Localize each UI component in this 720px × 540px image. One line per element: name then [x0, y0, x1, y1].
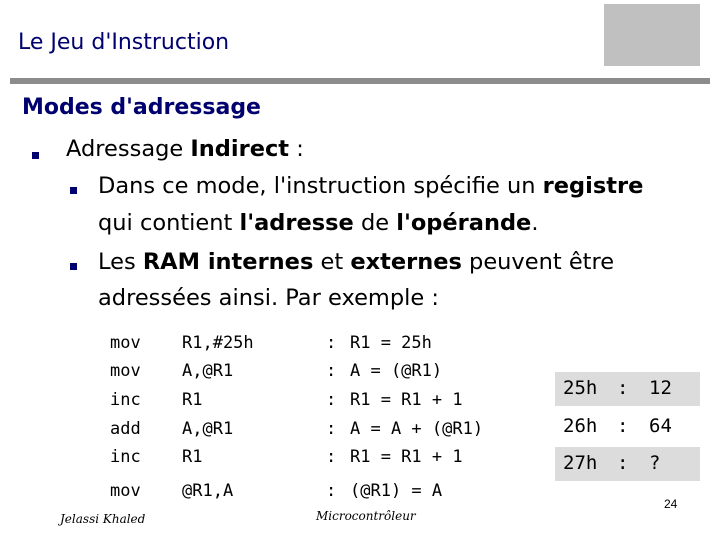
- bullet-adressage-indirect: [66, 136, 304, 162]
- memory-cell: [555, 410, 700, 444]
- text-segment: :: [289, 136, 304, 162]
- memory-value: ?: [649, 452, 661, 474]
- memory-sep: :: [617, 377, 629, 399]
- code-op: mov: [110, 333, 141, 353]
- code-op: mov: [110, 361, 141, 381]
- bold-text: RAM internes: [142, 249, 314, 275]
- text-segment: .: [531, 210, 539, 236]
- memory-address: 26h: [563, 415, 598, 437]
- code-comment: A = A + (@R1): [350, 419, 484, 439]
- text-segment: qui contient: [98, 210, 240, 236]
- code-sep: :: [326, 419, 337, 439]
- code-comment: A = (@R1): [350, 361, 443, 381]
- slide-title: Le Jeu d'Instruction: [18, 30, 230, 55]
- page-number: 24: [664, 497, 678, 511]
- bold-text: l'opérande: [396, 210, 532, 236]
- text-segment: Dans ce mode, l'instruction spécifie un: [98, 173, 543, 199]
- memory-sep: :: [617, 415, 629, 437]
- code-op: mov: [110, 481, 141, 501]
- footer-course: Microcontrôleur: [316, 509, 416, 523]
- bold-text: registre: [542, 173, 644, 199]
- code-args: R1: [182, 390, 203, 410]
- sub-bullet-ram-line1: [98, 249, 614, 275]
- bullet-icon: [32, 152, 39, 159]
- text-segment: Adressage: [66, 136, 191, 162]
- memory-cell: [555, 447, 700, 481]
- text-segment: de: [353, 210, 397, 236]
- code-op: inc: [110, 390, 141, 410]
- bullet-icon: [70, 263, 77, 270]
- code-args: @R1,A: [182, 481, 234, 501]
- code-comment: (@R1) = A: [350, 481, 443, 501]
- sub-bullet-mode-line2: [98, 210, 538, 236]
- text-segment: peuvent être: [461, 249, 615, 275]
- text-segment: et: [313, 249, 351, 275]
- sub-bullet-mode-line1: [98, 173, 643, 199]
- text-segment: Les: [98, 249, 143, 275]
- code-args: R1,#25h: [182, 333, 254, 353]
- title-divider: [10, 78, 710, 84]
- code-comment: R1 = R1 + 1: [350, 447, 463, 467]
- memory-address: 25h: [563, 377, 598, 399]
- code-sep: :: [326, 390, 337, 410]
- corner-decoration: [604, 4, 700, 66]
- code-sep: :: [326, 361, 337, 381]
- footer-author: Jelassi Khaled: [60, 512, 146, 526]
- bold-text: l'adresse: [239, 210, 354, 236]
- bold-text: externes: [350, 249, 462, 275]
- code-sep: :: [326, 481, 337, 501]
- sub-bullet-ram-line2: adressées ainsi. Par exemple :: [98, 285, 439, 311]
- memory-value: 12: [649, 377, 672, 399]
- code-comment: R1 = 25h: [350, 333, 432, 353]
- code-op: add: [110, 419, 141, 439]
- bullet-icon: [70, 187, 77, 194]
- section-heading: Modes d'adressage: [22, 95, 261, 120]
- code-args: R1: [182, 447, 203, 467]
- memory-sep: :: [617, 452, 629, 474]
- code-comment: R1 = R1 + 1: [350, 390, 463, 410]
- code-sep: :: [326, 447, 337, 467]
- bold-text: Indirect: [190, 136, 290, 162]
- memory-cell: [555, 372, 700, 406]
- memory-address: 27h: [563, 452, 598, 474]
- code-args: A,@R1: [182, 419, 234, 439]
- memory-value: 64: [649, 415, 672, 437]
- code-sep: :: [326, 333, 337, 353]
- code-args: A,@R1: [182, 361, 234, 381]
- code-op: inc: [110, 447, 141, 467]
